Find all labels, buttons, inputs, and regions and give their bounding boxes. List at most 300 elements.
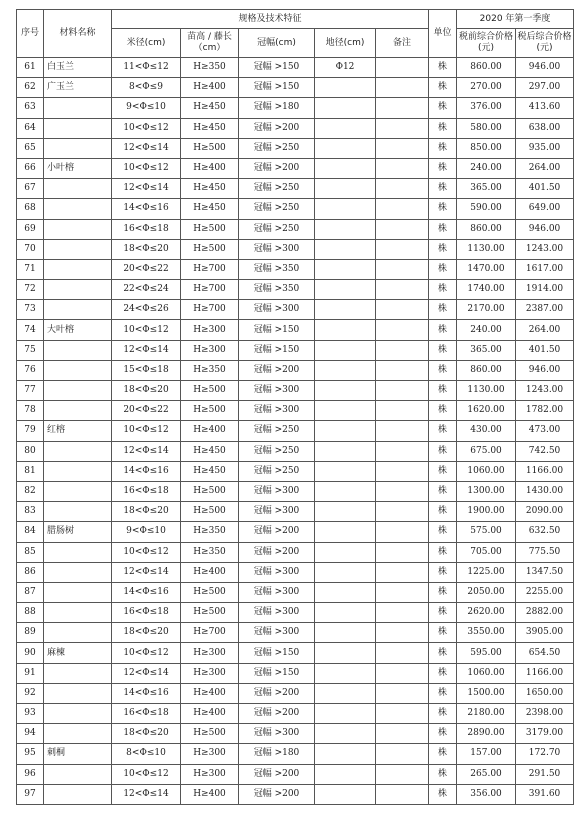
cell-crown: 冠幅 >300 — [239, 582, 315, 602]
cell-price-pretax: 430.00 — [457, 421, 516, 441]
cell-unit: 株 — [429, 199, 457, 219]
cell-price-pretax: 365.00 — [457, 179, 516, 199]
cell-price-posttax: 935.00 — [516, 138, 574, 158]
table-row — [17, 158, 574, 178]
cell-note — [376, 421, 429, 441]
cell-diameter: 12<Φ≤14 — [112, 340, 181, 360]
cell-price-posttax: 401.50 — [516, 179, 574, 199]
cell-ground-diameter — [315, 683, 376, 703]
cell-note — [376, 764, 429, 784]
cell-row-number: 67 — [17, 179, 44, 199]
cell-price-pretax: 2620.00 — [457, 603, 516, 623]
cell-height: H≥500 — [181, 603, 239, 623]
cell-height: H≥350 — [181, 58, 239, 78]
cell-price-pretax: 1300.00 — [457, 481, 516, 501]
cell-row-number: 83 — [17, 502, 44, 522]
cell-diameter: 14<Φ≤16 — [112, 461, 181, 481]
cell-price-posttax: 2255.00 — [516, 582, 574, 602]
cell-material-name — [44, 582, 112, 602]
cell-material-name: 白玉兰 — [44, 58, 112, 78]
cell-unit: 株 — [429, 401, 457, 421]
header-price-posttax: 税后综合价格(元) — [516, 29, 574, 58]
cell-material-name — [44, 219, 112, 239]
cell-material-name — [44, 138, 112, 158]
cell-height: H≥450 — [181, 98, 239, 118]
cell-row-number: 73 — [17, 300, 44, 320]
cell-height: H≥700 — [181, 259, 239, 279]
cell-price-pretax: 157.00 — [457, 744, 516, 764]
cell-diameter: 18<Φ≤20 — [112, 502, 181, 522]
cell-row-number: 94 — [17, 724, 44, 744]
cell-ground-diameter — [315, 421, 376, 441]
cell-price-posttax: 2882.00 — [516, 603, 574, 623]
cell-price-posttax: 1243.00 — [516, 239, 574, 259]
cell-crown: 冠幅 >300 — [239, 300, 315, 320]
cell-note — [376, 280, 429, 300]
cell-unit: 株 — [429, 219, 457, 239]
cell-height: H≥350 — [181, 360, 239, 380]
cell-note — [376, 98, 429, 118]
cell-diameter: 10<Φ≤12 — [112, 764, 181, 784]
cell-diameter: 14<Φ≤16 — [112, 683, 181, 703]
cell-price-posttax: 2398.00 — [516, 704, 574, 724]
cell-unit: 株 — [429, 623, 457, 643]
cell-unit: 株 — [429, 381, 457, 401]
cell-note — [376, 158, 429, 178]
cell-price-pretax: 860.00 — [457, 360, 516, 380]
cell-material-name: 麻楝 — [44, 643, 112, 663]
cell-price-pretax: 1740.00 — [457, 280, 516, 300]
header-quarter: 2020 年第一季度 — [457, 10, 574, 29]
cell-row-number: 75 — [17, 340, 44, 360]
cell-diameter: 12<Φ≤14 — [112, 784, 181, 804]
cell-price-posttax: 473.00 — [516, 421, 574, 441]
cell-crown: 冠幅 >250 — [239, 441, 315, 461]
cell-row-number: 69 — [17, 219, 44, 239]
cell-unit: 株 — [429, 643, 457, 663]
cell-price-pretax: 1225.00 — [457, 562, 516, 582]
cell-row-number: 84 — [17, 522, 44, 542]
cell-diameter: 18<Φ≤20 — [112, 623, 181, 643]
cell-diameter: 11<Φ≤12 — [112, 58, 181, 78]
cell-unit: 株 — [429, 744, 457, 764]
cell-note — [376, 623, 429, 643]
cell-material-name: 腊肠树 — [44, 522, 112, 542]
cell-height: H≥300 — [181, 764, 239, 784]
cell-unit: 株 — [429, 784, 457, 804]
cell-note — [376, 704, 429, 724]
cell-height: H≥700 — [181, 280, 239, 300]
cell-row-number: 68 — [17, 199, 44, 219]
cell-crown: 冠幅 >250 — [239, 421, 315, 441]
cell-diameter: 14<Φ≤16 — [112, 199, 181, 219]
cell-ground-diameter — [315, 542, 376, 562]
cell-unit: 株 — [429, 259, 457, 279]
cell-price-pretax: 270.00 — [457, 78, 516, 98]
cell-price-pretax: 1620.00 — [457, 401, 516, 421]
cell-crown: 冠幅 >350 — [239, 280, 315, 300]
cell-diameter: 9<Φ≤10 — [112, 98, 181, 118]
cell-unit: 株 — [429, 704, 457, 724]
cell-ground-diameter — [315, 623, 376, 643]
table-body — [17, 58, 574, 805]
cell-crown: 冠幅 >200 — [239, 764, 315, 784]
cell-unit: 株 — [429, 764, 457, 784]
cell-row-number: 70 — [17, 239, 44, 259]
table-row — [17, 704, 574, 724]
header-seq: 序号 — [17, 10, 44, 58]
cell-ground-diameter — [315, 239, 376, 259]
table-row — [17, 219, 574, 239]
cell-ground-diameter: Φ12 — [315, 58, 376, 78]
cell-price-posttax: 1650.00 — [516, 683, 574, 703]
cell-price-posttax: 264.00 — [516, 320, 574, 340]
table-row — [17, 401, 574, 421]
cell-crown: 冠幅 >250 — [239, 138, 315, 158]
cell-material-name — [44, 118, 112, 138]
cell-diameter: 10<Φ≤12 — [112, 118, 181, 138]
table-row — [17, 421, 574, 441]
cell-unit: 株 — [429, 562, 457, 582]
cell-material-name — [44, 179, 112, 199]
cell-diameter: 20<Φ≤22 — [112, 259, 181, 279]
cell-crown: 冠幅 >200 — [239, 704, 315, 724]
cell-row-number: 66 — [17, 158, 44, 178]
cell-unit: 株 — [429, 340, 457, 360]
cell-unit: 株 — [429, 239, 457, 259]
cell-row-number: 63 — [17, 98, 44, 118]
cell-note — [376, 582, 429, 602]
cell-note — [376, 179, 429, 199]
cell-price-posttax: 1914.00 — [516, 280, 574, 300]
cell-ground-diameter — [315, 663, 376, 683]
cell-price-pretax: 1060.00 — [457, 461, 516, 481]
table-row — [17, 58, 574, 78]
cell-material-name — [44, 542, 112, 562]
cell-crown: 冠幅 >300 — [239, 401, 315, 421]
cell-diameter: 12<Φ≤14 — [112, 441, 181, 461]
cell-note — [376, 381, 429, 401]
cell-row-number: 74 — [17, 320, 44, 340]
cell-material-name — [44, 623, 112, 643]
cell-diameter: 16<Φ≤18 — [112, 481, 181, 501]
cell-ground-diameter — [315, 320, 376, 340]
cell-price-pretax: 1060.00 — [457, 663, 516, 683]
cell-material-name: 广玉兰 — [44, 78, 112, 98]
cell-row-number: 85 — [17, 542, 44, 562]
cell-row-number: 87 — [17, 582, 44, 602]
cell-note — [376, 784, 429, 804]
cell-material-name — [44, 663, 112, 683]
cell-price-posttax: 2387.00 — [516, 300, 574, 320]
cell-material-name — [44, 603, 112, 623]
cell-height: H≥500 — [181, 481, 239, 501]
cell-unit: 株 — [429, 98, 457, 118]
cell-price-posttax: 654.50 — [516, 643, 574, 663]
cell-note — [376, 78, 429, 98]
cell-material-name — [44, 461, 112, 481]
cell-row-number: 97 — [17, 784, 44, 804]
cell-row-number: 82 — [17, 481, 44, 501]
cell-unit: 株 — [429, 603, 457, 623]
cell-height: H≥450 — [181, 179, 239, 199]
cell-material-name — [44, 441, 112, 461]
table-row — [17, 138, 574, 158]
cell-crown: 冠幅 >180 — [239, 98, 315, 118]
cell-diameter: 14<Φ≤16 — [112, 582, 181, 602]
cell-unit: 株 — [429, 118, 457, 138]
cell-price-pretax: 675.00 — [457, 441, 516, 461]
cell-row-number: 89 — [17, 623, 44, 643]
table-row — [17, 98, 574, 118]
cell-crown: 冠幅 >200 — [239, 158, 315, 178]
cell-unit: 株 — [429, 138, 457, 158]
cell-price-posttax: 3905.00 — [516, 623, 574, 643]
table-row — [17, 320, 574, 340]
cell-note — [376, 138, 429, 158]
cell-diameter: 16<Φ≤18 — [112, 704, 181, 724]
cell-unit: 株 — [429, 360, 457, 380]
cell-ground-diameter — [315, 603, 376, 623]
cell-material-name: 刺桐 — [44, 744, 112, 764]
table-row — [17, 683, 574, 703]
cell-unit: 株 — [429, 481, 457, 501]
cell-material-name — [44, 764, 112, 784]
cell-note — [376, 401, 429, 421]
cell-diameter: 18<Φ≤20 — [112, 239, 181, 259]
cell-price-pretax: 850.00 — [457, 138, 516, 158]
cell-ground-diameter — [315, 199, 376, 219]
cell-unit: 株 — [429, 158, 457, 178]
cell-note — [376, 441, 429, 461]
cell-material-name — [44, 704, 112, 724]
cell-row-number: 88 — [17, 603, 44, 623]
cell-price-posttax: 1617.00 — [516, 259, 574, 279]
cell-price-posttax: 1430.00 — [516, 481, 574, 501]
cell-crown: 冠幅 >150 — [239, 340, 315, 360]
cell-price-posttax: 1166.00 — [516, 461, 574, 481]
table-row — [17, 239, 574, 259]
table-row — [17, 441, 574, 461]
cell-material-name — [44, 724, 112, 744]
cell-material-name: 大叶榕 — [44, 320, 112, 340]
cell-material-name — [44, 259, 112, 279]
cell-material-name — [44, 481, 112, 501]
cell-row-number: 96 — [17, 764, 44, 784]
cell-ground-diameter — [315, 522, 376, 542]
table-row — [17, 259, 574, 279]
cell-diameter: 12<Φ≤14 — [112, 663, 181, 683]
cell-price-posttax: 1347.50 — [516, 562, 574, 582]
cell-height: H≥400 — [181, 683, 239, 703]
cell-note — [376, 643, 429, 663]
cell-ground-diameter — [315, 259, 376, 279]
cell-price-pretax: 575.00 — [457, 522, 516, 542]
cell-crown: 冠幅 >300 — [239, 502, 315, 522]
cell-price-pretax: 1130.00 — [457, 239, 516, 259]
cell-price-posttax: 1243.00 — [516, 381, 574, 401]
cell-price-pretax: 1900.00 — [457, 502, 516, 522]
table-row — [17, 784, 574, 804]
table-row — [17, 764, 574, 784]
cell-ground-diameter — [315, 481, 376, 501]
cell-price-pretax: 265.00 — [457, 764, 516, 784]
cell-height: H≥400 — [181, 784, 239, 804]
cell-row-number: 95 — [17, 744, 44, 764]
cell-row-number: 71 — [17, 259, 44, 279]
table-row — [17, 582, 574, 602]
cell-note — [376, 360, 429, 380]
cell-note — [376, 118, 429, 138]
cell-ground-diameter — [315, 704, 376, 724]
cell-price-posttax: 775.50 — [516, 542, 574, 562]
cell-material-name — [44, 199, 112, 219]
table-row — [17, 542, 574, 562]
table-row — [17, 78, 574, 98]
cell-row-number: 76 — [17, 360, 44, 380]
table-row — [17, 199, 574, 219]
cell-row-number: 91 — [17, 663, 44, 683]
cell-height: H≥500 — [181, 138, 239, 158]
cell-note — [376, 542, 429, 562]
cell-price-posttax: 413.60 — [516, 98, 574, 118]
cell-height: H≥700 — [181, 623, 239, 643]
cell-crown: 冠幅 >200 — [239, 683, 315, 703]
cell-height: H≥500 — [181, 219, 239, 239]
header-note: 备注 — [376, 29, 429, 58]
cell-material-name — [44, 784, 112, 804]
price-table — [16, 9, 574, 805]
cell-ground-diameter — [315, 118, 376, 138]
cell-note — [376, 259, 429, 279]
cell-unit: 株 — [429, 461, 457, 481]
cell-height: H≥450 — [181, 118, 239, 138]
cell-ground-diameter — [315, 98, 376, 118]
table-row — [17, 381, 574, 401]
table-row — [17, 502, 574, 522]
cell-note — [376, 502, 429, 522]
table-row — [17, 522, 574, 542]
cell-price-posttax: 946.00 — [516, 219, 574, 239]
cell-diameter: 18<Φ≤20 — [112, 724, 181, 744]
cell-ground-diameter — [315, 78, 376, 98]
cell-crown: 冠幅 >150 — [239, 320, 315, 340]
cell-note — [376, 219, 429, 239]
cell-crown: 冠幅 >180 — [239, 744, 315, 764]
cell-unit: 株 — [429, 58, 457, 78]
cell-diameter: 10<Φ≤12 — [112, 158, 181, 178]
cell-height: H≥300 — [181, 744, 239, 764]
cell-row-number: 61 — [17, 58, 44, 78]
cell-row-number: 92 — [17, 683, 44, 703]
cell-diameter: 20<Φ≤22 — [112, 401, 181, 421]
cell-row-number: 79 — [17, 421, 44, 441]
cell-price-posttax: 264.00 — [516, 158, 574, 178]
cell-ground-diameter — [315, 381, 376, 401]
cell-ground-diameter — [315, 744, 376, 764]
cell-price-pretax: 860.00 — [457, 58, 516, 78]
table-row — [17, 724, 574, 744]
cell-note — [376, 562, 429, 582]
cell-note — [376, 481, 429, 501]
cell-crown: 冠幅 >300 — [239, 562, 315, 582]
cell-price-posttax: 2090.00 — [516, 502, 574, 522]
cell-ground-diameter — [315, 360, 376, 380]
cell-height: H≥400 — [181, 421, 239, 441]
cell-price-pretax: 2170.00 — [457, 300, 516, 320]
cell-material-name — [44, 340, 112, 360]
table-row — [17, 360, 574, 380]
cell-crown: 冠幅 >250 — [239, 179, 315, 199]
cell-material-name: 小叶榕 — [44, 158, 112, 178]
cell-material-name — [44, 98, 112, 118]
cell-price-pretax: 240.00 — [457, 320, 516, 340]
cell-diameter: 22<Φ≤24 — [112, 280, 181, 300]
cell-row-number: 77 — [17, 381, 44, 401]
cell-diameter: 16<Φ≤18 — [112, 219, 181, 239]
table-row — [17, 663, 574, 683]
cell-ground-diameter — [315, 764, 376, 784]
cell-price-posttax: 1166.00 — [516, 663, 574, 683]
cell-price-pretax: 705.00 — [457, 542, 516, 562]
table-row — [17, 481, 574, 501]
cell-crown: 冠幅 >150 — [239, 643, 315, 663]
cell-price-pretax: 590.00 — [457, 199, 516, 219]
table-row — [17, 118, 574, 138]
cell-unit: 株 — [429, 683, 457, 703]
cell-price-pretax: 595.00 — [457, 643, 516, 663]
cell-unit: 株 — [429, 522, 457, 542]
table-row — [17, 623, 574, 643]
cell-crown: 冠幅 >200 — [239, 784, 315, 804]
cell-material-name — [44, 239, 112, 259]
cell-diameter: 10<Φ≤12 — [112, 643, 181, 663]
cell-note — [376, 300, 429, 320]
cell-crown: 冠幅 >150 — [239, 663, 315, 683]
cell-crown: 冠幅 >150 — [239, 58, 315, 78]
cell-crown: 冠幅 >250 — [239, 199, 315, 219]
cell-crown: 冠幅 >300 — [239, 239, 315, 259]
cell-material-name — [44, 502, 112, 522]
cell-height: H≥400 — [181, 562, 239, 582]
cell-price-pretax: 3550.00 — [457, 623, 516, 643]
cell-price-pretax: 1130.00 — [457, 381, 516, 401]
cell-diameter: 16<Φ≤18 — [112, 603, 181, 623]
cell-height: H≥500 — [181, 724, 239, 744]
cell-height: H≥300 — [181, 643, 239, 663]
table-row — [17, 179, 574, 199]
cell-row-number: 65 — [17, 138, 44, 158]
cell-crown: 冠幅 >300 — [239, 724, 315, 744]
cell-note — [376, 199, 429, 219]
cell-height: H≥500 — [181, 239, 239, 259]
header-unit: 单位 — [429, 10, 457, 58]
cell-material-name — [44, 280, 112, 300]
cell-material-name — [44, 360, 112, 380]
cell-price-posttax: 297.00 — [516, 78, 574, 98]
table-row — [17, 461, 574, 481]
cell-diameter: 12<Φ≤14 — [112, 138, 181, 158]
cell-diameter: 12<Φ≤14 — [112, 179, 181, 199]
cell-ground-diameter — [315, 562, 376, 582]
cell-unit: 株 — [429, 179, 457, 199]
cell-diameter: 10<Φ≤12 — [112, 542, 181, 562]
cell-height: H≥400 — [181, 78, 239, 98]
header-height: 苗高 / 藤长（cm） — [181, 29, 239, 58]
cell-diameter: 12<Φ≤14 — [112, 562, 181, 582]
cell-price-posttax: 3179.00 — [516, 724, 574, 744]
cell-unit: 株 — [429, 78, 457, 98]
